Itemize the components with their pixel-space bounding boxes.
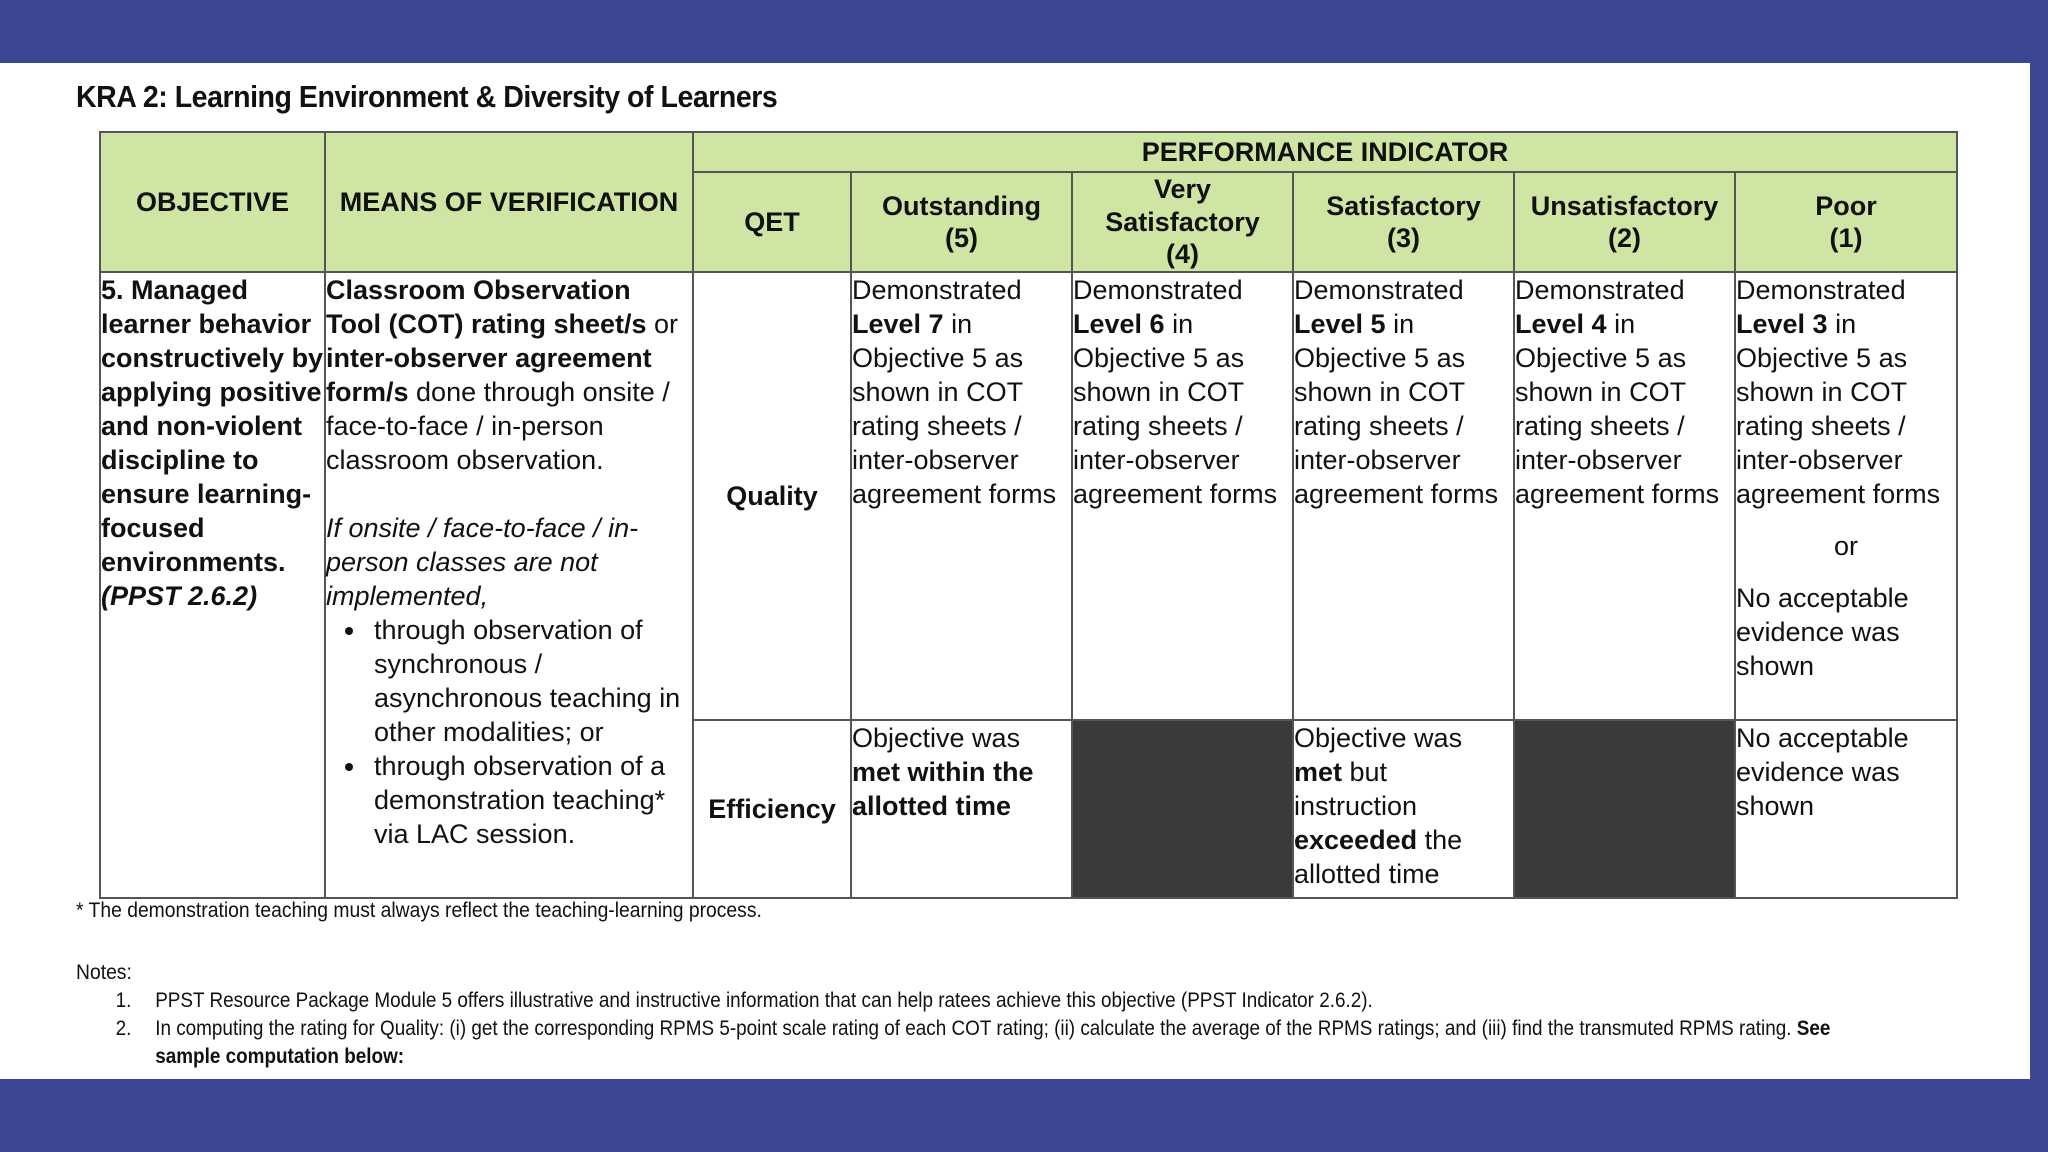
quality-poor-or: or (1834, 531, 1859, 561)
efficiency-very-satisfactory-shaded (1072, 720, 1293, 898)
header-poor: Poor (1) (1735, 172, 1957, 272)
quality-poor-extra: No acceptable evidence was shown (1736, 583, 1909, 681)
header-outstanding: Outstanding (5) (851, 172, 1072, 272)
quality-satisfactory: Demonstrated Level 5 in Objective 5 as shown in COT rating sheets / inter-observer agreement forms (1293, 272, 1514, 720)
header-performance-indicator: PERFORMANCE INDICATOR (693, 132, 1957, 172)
objective-ref: (PPST 2.6.2) (101, 581, 258, 611)
efficiency-unsatisfactory-shaded (1514, 720, 1735, 898)
header-satisfactory: Satisfactory (3) (1293, 172, 1514, 272)
means-bullet-list (326, 613, 692, 851)
objective-cell (100, 272, 325, 898)
efficiency-satisfactory: Objective was met but instruction exceeded the allotted time (1293, 720, 1514, 898)
document-page (0, 63, 2030, 1079)
quality-poor: Demonstrated Level 3 in Objective 5 as shown in COT rating sheets / inter-observer agreement forms or No acceptable evidence was shown (1735, 272, 1957, 720)
note-item: 1. PPST Resource Package Module 5 offers illustrative and instructive information that can help ratees achieve this objective (PPST Indicator 2.6.2). (115, 989, 1373, 1012)
note-item: 2. In computing the rating for Quality: (i) get the corresponding RPMS 5-point scale rating of each COT rating; (ii) calculate the average of the RPMS ratings; and (iii) find the transmuted RPMS rating. See sample computation below: (115, 1017, 1831, 1068)
notes-section (76, 959, 2025, 1071)
efficiency-outstanding: Objective was met within the allotted time (851, 720, 1072, 898)
means-of-verification-cell: Classroom Observation Tool (COT) rating sheet/s or inter-observer agreement form/s done through onsite / face-to-face / in-person classroom observation. If onsite / face-to-face / in-person classes are not implemented, • through observation of synchronous / asynchronous teaching in other modalities; or • through observation of a demonstration teaching* via LAC session. (325, 272, 693, 898)
qet-quality: Quality (693, 272, 851, 720)
notes-title: Notes: (76, 961, 132, 984)
header-qet: QET (693, 172, 851, 272)
quality-very-satisfactory: Demonstrated Level 6 in Objective 5 as shown in COT rating sheets / inter-observer agreement forms (1072, 272, 1293, 720)
header-means-of-verification: MEANS OF VERIFICATION (325, 132, 693, 272)
quality-unsatisfactory: Demonstrated Level 4 in Objective 5 as shown in COT rating sheets / inter-observer agreement forms (1514, 272, 1735, 720)
means-condition: If onsite / face-to-face / in-person classes are not implemented, (326, 513, 639, 611)
objective-text: 5. Managed learner behavior constructively by applying positive and non-violent discipline to ensure learning-focused environments. (101, 275, 324, 577)
means-bullet: • through observation of a demonstration teaching* via LAC session. (368, 749, 692, 851)
quality-outstanding: Demonstrated Level 7 in Objective 5 as shown in COT rating sheets / inter-observer agreement forms (851, 272, 1072, 720)
header-unsatisfactory: Unsatisfactory (2) (1514, 172, 1735, 272)
header-objective: OBJECTIVE (100, 132, 325, 272)
page-title: KRA 2: Learning Environment & Diversity of Learners (76, 79, 778, 114)
header-very-satisfactory: Very Satisfactory (4) (1072, 172, 1293, 272)
kra-table (99, 131, 1958, 899)
qet-efficiency: Efficiency (693, 720, 851, 898)
means-bullet: • through observation of synchronous / asynchronous teaching in other modalities; or (368, 613, 692, 749)
efficiency-poor: No acceptable evidence was shown (1735, 720, 1957, 898)
footnote: * The demonstration teaching must always reflect the teaching-learning process. (76, 899, 762, 922)
